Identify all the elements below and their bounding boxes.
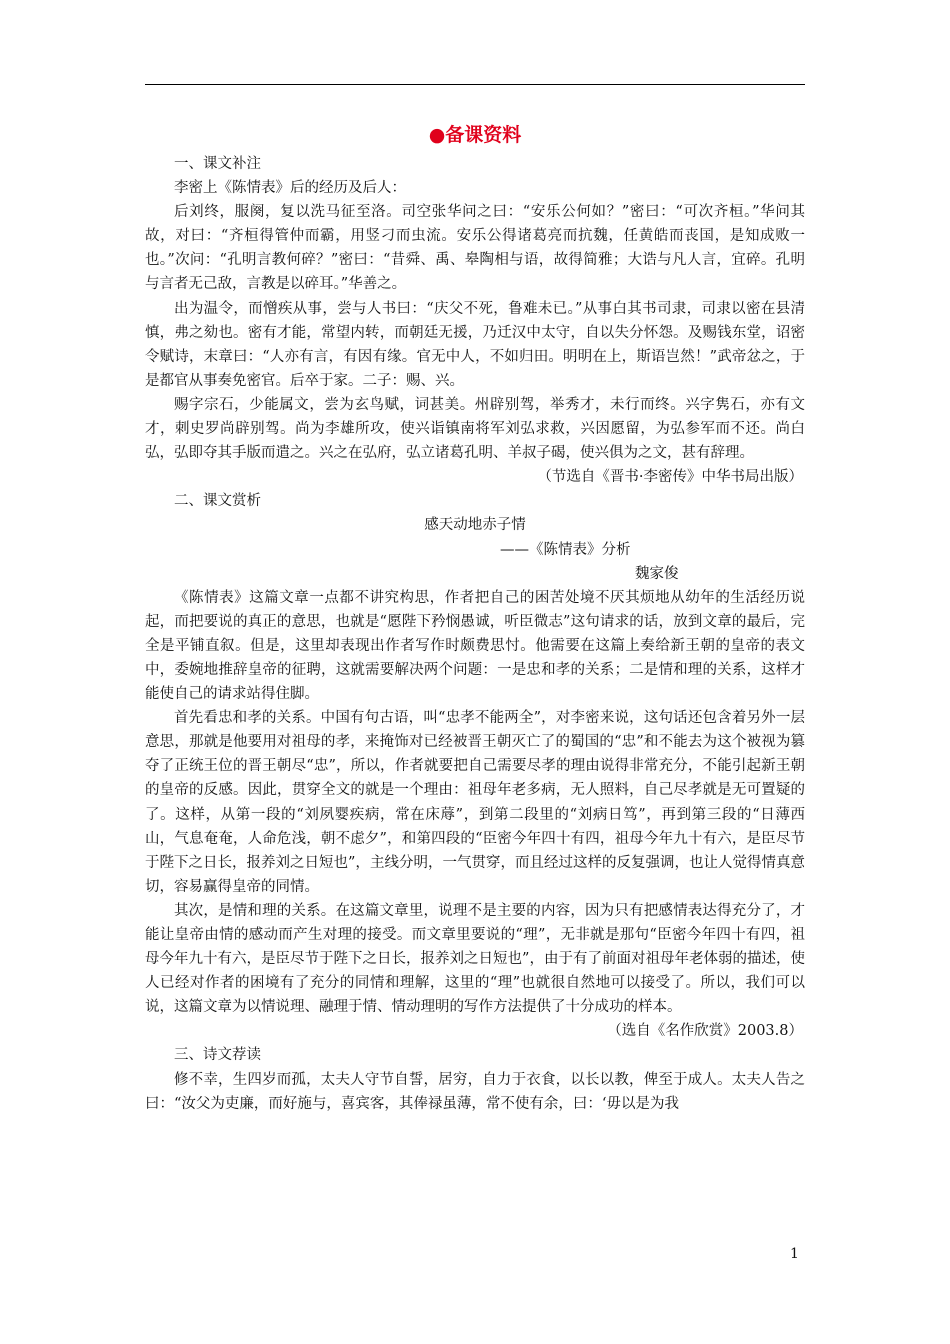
source-citation: （选自《名作欣赏》2003.8） — [607, 1023, 803, 1040]
document-body — [145, 120, 805, 1116]
heading-annotations: 一、课文补注 — [174, 156, 261, 172]
header-rule — [145, 84, 805, 85]
article-author: 魏家俊 — [635, 565, 679, 582]
paragraph: 后刘终，服阕，复以洗马征至洛。司空张华问之曰：“安乐公何如？”密曰：“可次齐桓。”华问其故，对曰：“齐桓得管仲而霸，用竖刁而虫流。安乐公得诸葛亮而抗魏，任黄皓而丧国，是知成败一也。”次问：“孔明言教何碎？”密曰：“昔舜、禹、皋陶相与语，故得简雅；大诰与凡人言，宜碎。孔明与言者无己敌，言教是以碎耳。”华善之。 — [145, 204, 805, 293]
source-citation: （节选自《晋书·李密传》中华书局出版） — [537, 469, 803, 486]
page-number: 1 — [790, 1246, 799, 1262]
heading-appreciation: 二、课文赏析 — [174, 493, 261, 510]
section-title: ●备课资料 — [428, 124, 522, 146]
paragraph: 赐字宗石，少能属文，尝为玄鸟赋，词甚美。州辟别驾，举秀才，未行而终。兴字隽石，亦有文才，刺史罗尚辟别驾。尚为李雄所攻，使兴诣镇南将军刘弘求救，兴因愿留，为弘参军而不还。尚白弘，弘即夺其手版而遣之。兴之在弘府，弘立诸葛孔明、羊叔子碣，使兴俱为之文，甚有辞理。 — [145, 396, 805, 462]
paragraph: 《陈情表》这篇文章一点都不讲究构思，作者把自己的困苦处境不厌其烦地从幼年的生活经历说起，而把要说的真正的意思，也就是“愿陛下矜悯愚诚，听臣微志”这句请求的话，放到文章的最后，完全是平铺直叙。但是，这里却表现出作者写作时颇费思忖。他需要在这篇上奏给新王朝的皇帝的表文中，委婉地推辞皇帝的征聘，这就需要解决两个问题：一是忠和孝的关系；二是情和理的关系，这样才能使自己的请求站得住脚。 — [145, 589, 805, 703]
paragraph: 李密上《陈情表》后的经历及后人： — [174, 180, 406, 197]
article-title: 感天动地赤子情 — [424, 517, 526, 534]
paragraph: 出为温令，而憎疾从事，尝与人书曰：“庆父不死，鲁难未已。”从事白其书司隶，司隶以密在县清慎，弗之劾也。密有才能，常望内转，而朝廷无援，乃迁汉中太守，自以失分怀怨。及赐钱东堂，诏密令赋诗，末章曰：“人亦有言，有因有缘。官无中人，不如归田。明明在上，斯语岂然！”武帝忿之，于是都官从事奏免密官。后卒于家。二子：赐、兴。 — [145, 300, 805, 389]
paragraph: 首先看忠和孝的关系。中国有句古语，叫“忠孝不能两全”，对李密来说，这句话还包含着另外一层意思，那就是他要用对祖母的孝，来掩饰对已经被晋王朝灭亡了的蜀国的“忠”和不能去为这个被视为篡夺了正统王位的晋王朝尽“忠”，所以，作者就要把自己需要尽孝的理由说得非常充分，不能引起新王朝的皇帝的反感。因此，贯穿全文的就是一个理由：祖母年老多病，无人照料，自己尽孝就是无可置疑的了。这样，从第一段的“刘夙婴疾病，常在床蓐”，到第二段里的“刘病日笃”，再到第三段的“日薄西山，气息奄奄，人命危浅，朝不虑夕”，和第四段的“臣密今年四十有四，祖母今年九十有六，是臣尽节于陛下之日长，报养刘之日短也”，主线分明，一气贯穿，而且经过这样的反复强调，也让人觉得情真意切，容易赢得皇帝的同情。 — [145, 710, 805, 895]
article-subtitle: ——《陈情表》分析 — [500, 541, 631, 558]
paragraph: 其次，是情和理的关系。在这篇文章里，说理不是主要的内容，因为只有把感情表达得充分了，才能让皇帝由情的感动而产生对理的接受。而文章里要说的“理”，无非就是那句“臣密今年四十有四，祖母今年九十有六，是臣尽节于陛下之日长，报养刘之日短也”，由于有了前面对祖母年老体弱的描述，使人已经对作者的困境有了充分的同情和理解，这里的“理”也就很自然地可以接受了。所以，我们可以说，这篇文章为以情说理、融理于情、情动理明的写作方法提供了十分成功的样本。 — [145, 902, 805, 1016]
paragraph: 修不幸，生四岁而孤，太夫人守节自誓，居穷，自力于衣食，以长以教，俾至于成人。太夫人告之曰：“汝父为吏廉，而好施与，喜宾客，其俸禄虽薄，常不使有余，曰：‘毋以是为我 — [145, 1071, 805, 1112]
heading-recommended-reading: 三、诗文荐读 — [174, 1047, 261, 1064]
